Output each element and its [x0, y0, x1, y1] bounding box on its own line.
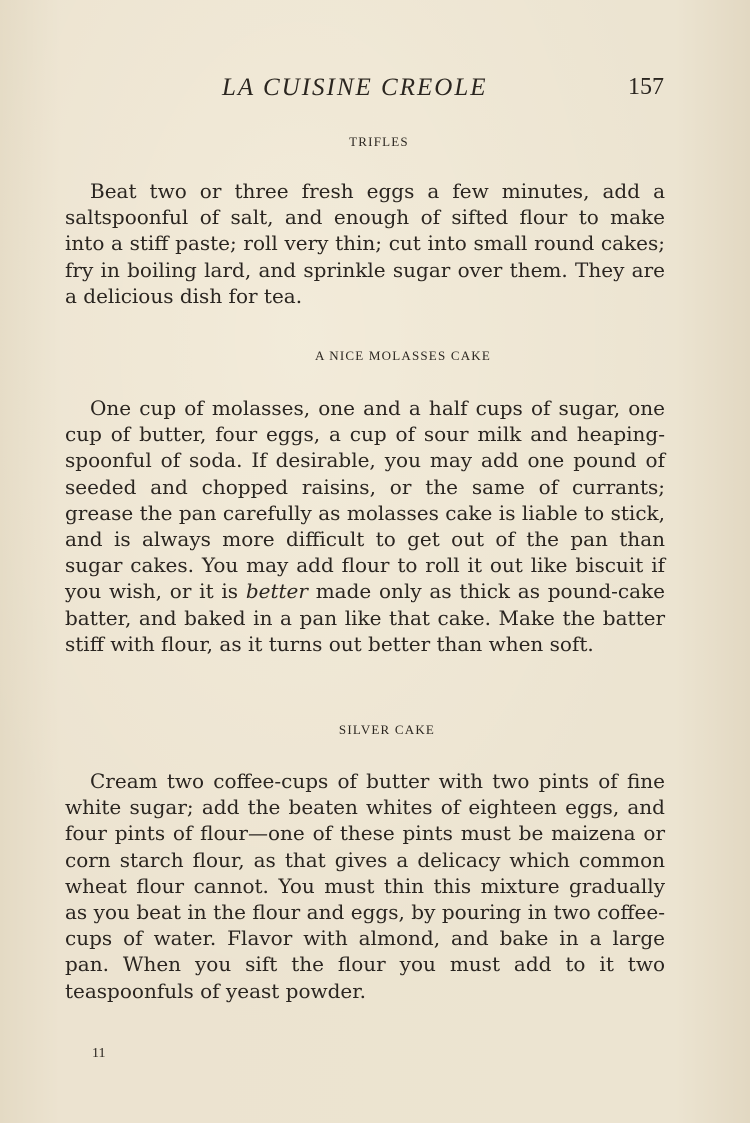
recipe-title-molasses-cake: A NICE MOLASSES CAKE — [314, 348, 492, 363]
recipe-paragraph: Cream two coffee-cups of butter with two pints of fine white sugar; add the beaten whites of eighteen eggs, and four pints of flour—one of these pints must be maizena or corn starch flour, as that gives a delicacy which common wheat flour cannot. You must thin this mixture gradually as you beat in the flour and eggs, by pouring in two coffee-cups of water. Flavor with almond, and bake in a large pan. When you sift the flour you must add to it two teaspoonfuls of yeast powder. — [65, 769, 665, 1003]
recipe-paragraph: Beat two or three fresh eggs a few minutes, add a saltspoonful of salt, and enough of sifted flour to make into a stiff paste; roll very thin; cut into small round cakes; fry in boiling lard, and sprinkle sugar over them. They are a delicious dish for tea. — [65, 179, 665, 308]
recipe-body-silver-cake — [65, 768, 665, 1004]
recipe-title-silver-cake: SILVER CAKE — [338, 722, 436, 737]
page-number: 157 — [628, 74, 664, 100]
recipe-title-trifles: TRIFLES — [349, 134, 409, 149]
signature-mark: 11 — [92, 1046, 106, 1061]
recipe-paragraph — [65, 395, 665, 657]
recipe-text: One cup of molasses, one and a half cups of sugar, one cup of butter, four eggs, a cup of sour milk and heaping-spoonful of soda. If desirable, you may add one pound of seeded and chopped raisins, or the same of currants; grease the pan carefully as molasses cake is liable to stick, and is always more difficult to get out of the pan than sugar cakes. You may add flour to roll it out like biscuit if you wish, or it is — [65, 396, 665, 604]
running-head — [0, 74, 750, 104]
running-title: LA CUISINE CREOLE — [222, 74, 488, 101]
recipe-text: made only as thick as pound-cake batter, and baked in a pan like that cake. Make the batter stiff with flour, as it turns out better than when soft. — [65, 579, 665, 656]
recipe-emphasis: better — [245, 579, 308, 604]
recipe-body-trifles — [65, 178, 665, 309]
recipe-body-molasses-cake — [65, 395, 665, 657]
